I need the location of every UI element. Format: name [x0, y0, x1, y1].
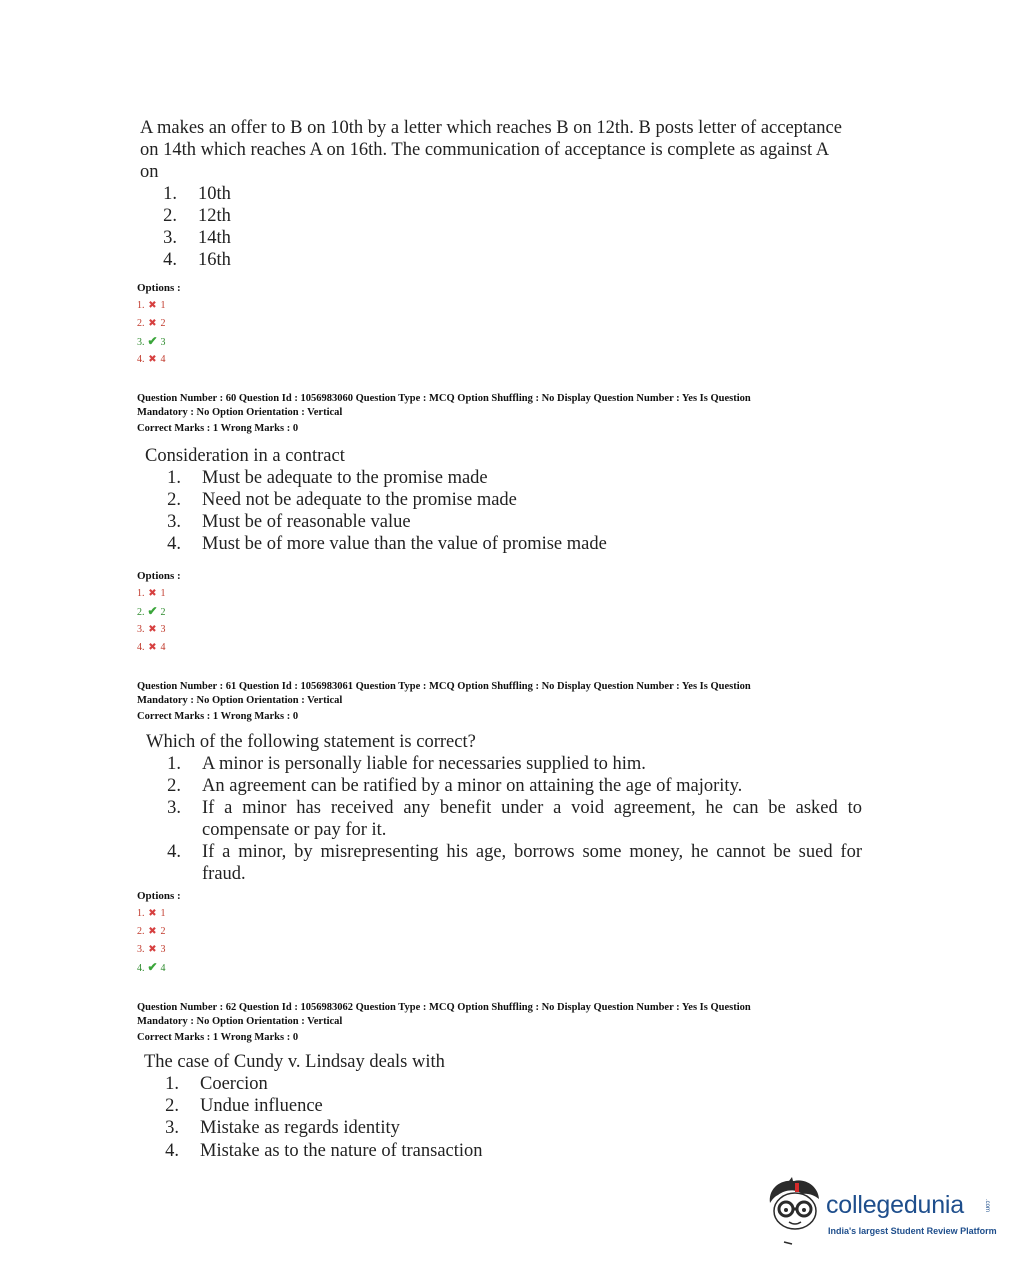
marks-line: Correct Marks : 1 Wrong Marks : 0	[137, 1032, 299, 1043]
meta-line: Mandatory : No Option Orientation : Vertical	[137, 1016, 343, 1027]
cross-icon: ✖	[148, 624, 157, 635]
question-text: The case of Cundy v. Lindsay deals with	[144, 1052, 445, 1072]
check-icon: ✔	[147, 604, 158, 618]
cross-icon: ✖	[148, 354, 157, 365]
option-label: 3.	[137, 944, 145, 955]
option-row-correct	[137, 961, 166, 975]
option-label: 3.	[137, 624, 145, 635]
question-text-line: A makes an offer to B on 10th by a letter which reaches B on 12th. B posts letter of acceptance	[140, 118, 842, 138]
option-value: 1	[160, 908, 166, 919]
options-label: Options :	[137, 570, 181, 582]
option-value: 2	[160, 318, 166, 329]
option-label: 4.	[137, 354, 145, 365]
option-label: 1.	[137, 908, 145, 919]
choice-text: If a minor, by misrepresenting his age, borrows some money, he cannot be sued for	[202, 842, 862, 862]
choice-number: 2.	[167, 776, 181, 796]
mascot-icon	[764, 1175, 826, 1247]
choice-number: 1.	[163, 184, 177, 204]
choice-text-continued: fraud.	[202, 864, 246, 884]
question-meta	[137, 680, 877, 724]
option-value: 1	[160, 588, 166, 599]
meta-line: Mandatory : No Option Orientation : Vertical	[137, 407, 343, 418]
question-text-line: on 14th which reaches A on 16th. The communication of acceptance is complete as against A	[140, 140, 830, 160]
option-value: 4	[160, 354, 166, 365]
question-text-line: on	[140, 162, 159, 182]
choice-number: 4.	[165, 1141, 179, 1161]
choice-number: 2.	[165, 1096, 179, 1116]
choice-number: 1.	[167, 754, 181, 774]
choice-item	[161, 1140, 661, 1162]
option-row	[137, 318, 166, 330]
option-row	[137, 908, 166, 920]
choice-item	[161, 1095, 661, 1117]
option-label: 2.	[137, 607, 145, 618]
choice-number: 4.	[167, 534, 181, 554]
option-value: 3	[160, 337, 166, 348]
choice-item	[159, 205, 459, 227]
cross-icon: ✖	[148, 588, 157, 599]
option-row	[137, 300, 166, 312]
choice-item	[161, 1117, 661, 1139]
choice-text: 16th	[198, 250, 231, 270]
choice-text: Mistake as regards identity	[200, 1118, 400, 1138]
choice-number: 3.	[165, 1118, 179, 1138]
choice-item	[163, 797, 863, 841]
option-value: 2	[160, 926, 166, 937]
option-value: 4	[160, 642, 166, 653]
choice-number: 2.	[163, 206, 177, 226]
option-row-correct	[137, 605, 166, 619]
choice-item	[159, 249, 459, 271]
choice-text: An agreement can be ratified by a minor on attaining the age of majority.	[202, 776, 743, 796]
meta-line: Question Number : 62 Question Id : 1056983062 Question Type : MCQ Option Shuffling : No Display Question Number : Yes Is Question	[137, 1002, 751, 1013]
question-meta	[137, 1001, 877, 1045]
choice-text: A minor is personally liable for necessaries supplied to him.	[202, 754, 646, 774]
choice-number: 3.	[167, 798, 181, 818]
cross-icon: ✖	[148, 300, 157, 311]
choice-number: 2.	[167, 490, 181, 510]
choice-item	[163, 775, 863, 797]
choice-text: Must be of reasonable value	[202, 512, 411, 532]
choice-item	[163, 511, 763, 533]
meta-line: Question Number : 60 Question Id : 1056983060 Question Type : MCQ Option Shuffling : No Display Question Number : Yes Is Question	[137, 393, 751, 404]
choice-text: 12th	[198, 206, 231, 226]
option-value: 2	[160, 607, 166, 618]
option-label: 2.	[137, 926, 145, 937]
meta-line: Mandatory : No Option Orientation : Vertical	[137, 695, 343, 706]
check-icon: ✔	[147, 960, 158, 974]
choice-item	[163, 467, 763, 489]
cross-icon: ✖	[148, 944, 157, 955]
choice-text: Need not be adequate to the promise made	[202, 490, 517, 510]
option-label: 4.	[137, 963, 145, 974]
cross-icon: ✖	[148, 926, 157, 937]
meta-line: Question Number : 61 Question Id : 1056983061 Question Type : MCQ Option Shuffling : No Display Question Number : Yes Is Question	[137, 681, 751, 692]
option-value: 3	[160, 624, 166, 635]
option-value: 1	[160, 300, 166, 311]
option-row	[137, 944, 166, 956]
option-value: 3	[160, 944, 166, 955]
brand-tagline: India's largest Student Review Platform	[828, 1226, 997, 1236]
option-label: 3.	[137, 337, 145, 348]
choice-text: If a minor has received any benefit under a void agreement, he can be asked to	[202, 798, 862, 818]
cross-icon: ✖	[148, 642, 157, 653]
choice-text: 14th	[198, 228, 231, 248]
choice-text: Mistake as to the nature of transaction	[200, 1141, 483, 1161]
option-row	[137, 642, 166, 654]
choice-item	[161, 1073, 661, 1095]
choice-number: 1.	[167, 468, 181, 488]
choice-item	[163, 489, 763, 511]
option-label: 1.	[137, 300, 145, 311]
option-row	[137, 354, 166, 366]
choice-number: 3.	[163, 228, 177, 248]
collegedunia-logo	[764, 1175, 1004, 1247]
options-label: Options :	[137, 890, 181, 902]
choice-item	[163, 533, 763, 555]
choice-text: 10th	[198, 184, 231, 204]
choice-item	[163, 753, 863, 775]
choice-number: 3.	[167, 512, 181, 532]
brand-name: collegedunia	[826, 1191, 964, 1219]
option-row	[137, 624, 166, 636]
choice-item	[163, 841, 863, 885]
cross-icon: ✖	[148, 318, 157, 329]
option-row	[137, 926, 166, 938]
choice-item	[159, 183, 459, 205]
choice-text-continued: compensate or pay for it.	[202, 820, 387, 840]
option-label: 4.	[137, 642, 145, 653]
option-value: 4	[160, 963, 166, 974]
option-label: 2.	[137, 318, 145, 329]
option-row-correct	[137, 335, 166, 349]
marks-line: Correct Marks : 1 Wrong Marks : 0	[137, 423, 299, 434]
choice-text: Undue influence	[200, 1096, 323, 1116]
choice-number: 1.	[165, 1074, 179, 1094]
options-label: Options :	[137, 282, 181, 294]
option-row	[137, 588, 166, 600]
check-icon: ✔	[147, 334, 158, 348]
cross-icon: ✖	[148, 908, 157, 919]
question-meta	[137, 392, 877, 436]
marks-line: Correct Marks : 1 Wrong Marks : 0	[137, 711, 299, 722]
choice-number: 4.	[163, 250, 177, 270]
choice-item	[159, 227, 459, 249]
choice-text: Must be adequate to the promise made	[202, 468, 488, 488]
option-label: 1.	[137, 588, 145, 599]
brand-domain: .com	[984, 1199, 990, 1213]
choice-text: Must be of more value than the value of promise made	[202, 534, 607, 554]
choice-text: Coercion	[200, 1074, 268, 1094]
question-text: Consideration in a contract	[145, 446, 345, 466]
question-text: Which of the following statement is correct?	[146, 732, 476, 752]
choice-number: 4.	[167, 842, 181, 862]
